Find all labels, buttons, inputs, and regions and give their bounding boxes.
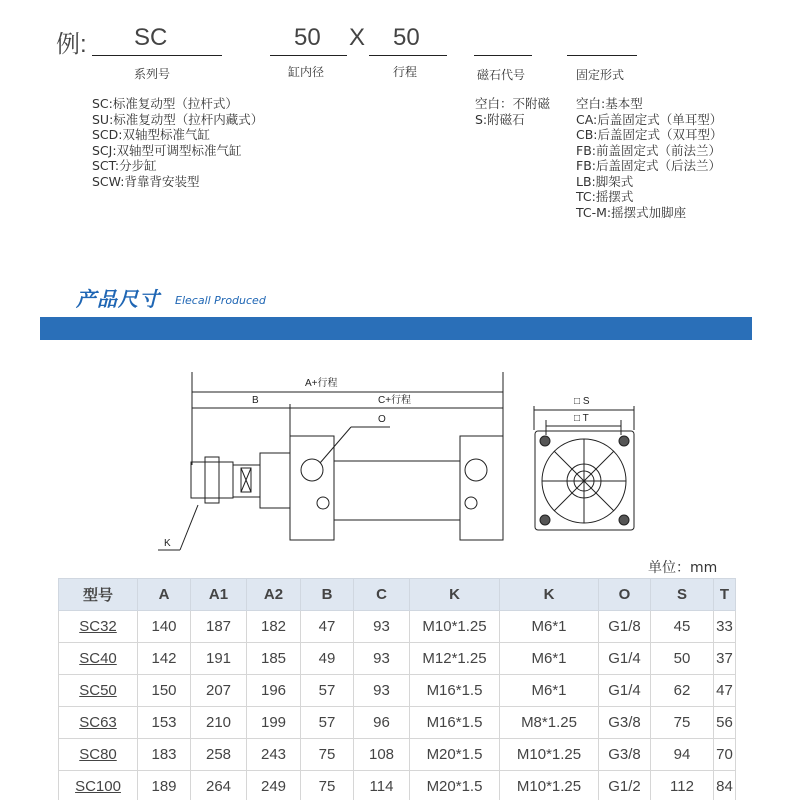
dim-t-label: □ T [574,413,589,424]
table-cell: 33 [714,611,736,643]
table-cell: 93 [354,643,410,675]
series-item: SU:标准复动型（拉杆内藏式） [92,111,264,127]
table-cell: 75 [301,771,354,800]
dim-s-label: □ S [574,396,590,407]
magnet-item: 空白：不附磁 [475,96,551,111]
header-k2: K [500,579,599,611]
header-a: A [138,579,191,611]
table-cell: 243 [247,739,301,771]
mount-item: TC:摇摆式 [576,189,634,204]
dimension-table [58,578,736,800]
table-cell: 182 [247,611,301,643]
table-row [59,739,736,771]
series-item: SC:标准复动型（拉杆式） [92,96,238,111]
stroke-value: 50 [393,24,420,51]
header-s: S [651,579,714,611]
table-cell: 49 [301,643,354,675]
table-cell: 56 [714,707,736,739]
header-a1: A1 [191,579,247,611]
mount-list [576,96,723,220]
model-link[interactable]: SC63 [59,707,138,739]
header-k: K [410,579,500,611]
series-item: SCJ:双轴型可调型标准气缸 [92,142,242,158]
table-cell: 153 [138,707,191,739]
mount-underline [567,55,637,56]
section-title-en: Elecall Produced [175,294,266,307]
table-header-row [59,579,736,611]
table-cell: 264 [191,771,247,800]
table-row [59,643,736,675]
model-link[interactable]: SC100 [59,771,138,800]
label-series: 系列号 [134,67,171,81]
table-row [59,611,736,643]
mount-item: LB:脚架式 [576,173,634,189]
bore-underline [270,55,347,56]
table-cell: M20*1.5 [410,739,500,771]
example-prefix: 例: [56,31,87,58]
separator: X [349,24,366,51]
table-row [59,675,736,707]
table-cell: 96 [354,707,410,739]
table-cell: G3/8 [599,739,651,771]
section-title-cn: 产品尺寸 [76,287,160,311]
header-a2: A2 [247,579,301,611]
table-cell: M6*1 [500,643,599,675]
table-cell: 70 [714,739,736,771]
dim-a-label: A+行程 [305,378,338,389]
table-cell: 191 [191,643,247,675]
series-item: SCT:分步缸 [92,158,157,173]
mount-item: CB:后盖固定式（双耳型） [576,127,723,142]
header-model: 型号 [59,579,138,611]
mount-item: FB:后盖固定式（后法兰） [576,158,721,173]
bore-value: 50 [294,24,321,51]
table-cell: G1/8 [599,611,651,643]
table-cell: 84 [714,771,736,800]
label-stroke: 行程 [393,65,418,79]
thread-k-label: K [164,538,171,549]
table-cell: M12*1.25 [410,643,500,675]
table-cell: 187 [191,611,247,643]
label-bore: 缸内径 [288,65,325,79]
unit-label: 单位：mm [648,560,718,576]
table-cell: 57 [301,707,354,739]
model-link[interactable]: SC50 [59,675,138,707]
table-cell: 37 [714,643,736,675]
port-o-label: O [378,414,386,425]
table-cell: 249 [247,771,301,800]
section-banner [40,317,752,340]
mount-item: CA:后盖固定式（单耳型） [576,111,723,127]
model-link[interactable]: SC32 [59,611,138,643]
table-cell: 57 [301,675,354,707]
series-item: SCW:背靠背安装型 [92,173,200,189]
table-cell: 75 [301,739,354,771]
table-cell: 150 [138,675,191,707]
header-t: T [714,579,736,611]
table-cell: M6*1 [500,675,599,707]
table-cell: M10*1.25 [410,611,500,643]
series-value: SC [134,24,168,51]
table-cell: 199 [247,707,301,739]
cylinder-drawing [0,360,800,560]
model-link[interactable]: SC40 [59,643,138,675]
header-o: O [599,579,651,611]
magnet-underline [474,55,532,56]
label-magnet: 磁石代号 [477,68,526,82]
table-cell: M8*1.25 [500,707,599,739]
table-cell: G1/4 [599,675,651,707]
dim-b-label: B [252,395,259,406]
table-cell: 142 [138,643,191,675]
header-c: C [354,579,410,611]
table-cell: 258 [191,739,247,771]
table-cell: 207 [191,675,247,707]
table-cell: 93 [354,611,410,643]
table-cell: 210 [191,707,247,739]
table-cell: 50 [651,643,714,675]
dim-c-label: C+行程 [378,395,412,406]
table-row [59,771,736,800]
series-list [92,96,263,189]
table-row [59,707,736,739]
table-cell: G1/2 [599,771,651,800]
table-cell: M16*1.5 [410,707,500,739]
table-cell: M10*1.25 [500,771,599,800]
mount-item: FB:前盖固定式（前法兰） [576,142,721,158]
table-cell: M10*1.25 [500,739,599,771]
table-cell: M6*1 [500,611,599,643]
table-cell: 75 [651,707,714,739]
table-cell: 62 [651,675,714,707]
stroke-underline [369,55,447,56]
table-cell: M20*1.5 [410,771,500,800]
table-cell: 114 [354,771,410,800]
table-cell: 45 [651,611,714,643]
mount-item: 空白:基本型 [576,96,643,111]
mount-item: TC-M:摇摆式加脚座 [576,204,687,220]
table-cell: 112 [651,771,714,800]
table-cell: G3/8 [599,707,651,739]
table-cell: 108 [354,739,410,771]
header-b: B [301,579,354,611]
table-cell: 47 [714,675,736,707]
series-underline [92,55,222,56]
magnet-item: S:附磁石 [475,111,525,127]
model-link[interactable]: SC80 [59,739,138,771]
table-cell: 93 [354,675,410,707]
table-cell: 185 [247,643,301,675]
table-cell: 196 [247,675,301,707]
label-mount: 固定形式 [576,68,625,82]
table-cell: 189 [138,771,191,800]
table-cell: 140 [138,611,191,643]
table-cell: 183 [138,739,191,771]
table-cell: 47 [301,611,354,643]
series-item: SCD:双轴型标准气缸 [92,127,210,142]
table-cell: M16*1.5 [410,675,500,707]
magnet-list [475,96,550,127]
table-cell: G1/4 [599,643,651,675]
table-cell: 94 [651,739,714,771]
